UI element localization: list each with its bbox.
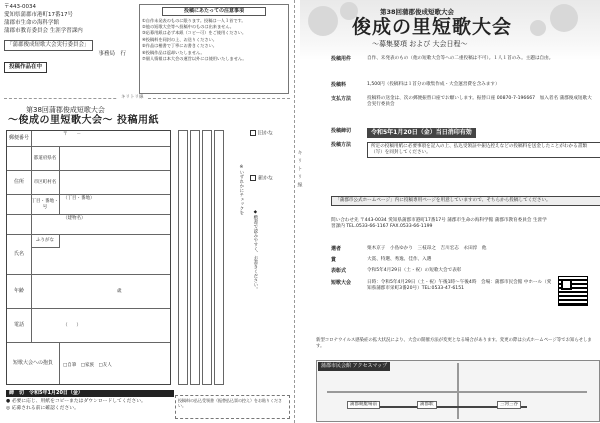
contact-info: 問い合わせ先 〒443-0034 愛知県蒲郡市港町17番17号 蒲郡市生命の海科学館 蒲郡市教育委員会 生涯学習課内 TEL.0533-66-1167 FAX.0533-66-1199 (331, 218, 547, 229)
form-row-name[interactable] (7, 235, 170, 275)
kana-hint: ※いずれかにチェックを (238, 165, 244, 215)
deadline-highlight: 令和5年1月20日（金）当日消印有効 (367, 128, 476, 138)
receipt-paste-area: 投稿料の払込受領書（振替払込票の控え）をお貼りください。 (175, 395, 290, 419)
section-event (331, 280, 593, 320)
form-subtitle: 第38回蒲郡俊成短歌大会 (26, 106, 105, 114)
note-item: ⑤作品は楷書で丁寧にお書きください。 (142, 43, 217, 49)
office-line: 蒲郡市生命の海科学館 (4, 20, 60, 27)
choice-old-label: 旧かな (258, 130, 274, 137)
section-key: 投稿用件 (331, 56, 352, 62)
right-title: 俊成の里短歌大会 (352, 16, 513, 38)
section-key: 選者 (331, 246, 342, 252)
section-awards (331, 257, 593, 267)
covid-notice: 新型コロナウイルス感染症の拡大状況により、大会の開催方法が変更となる場合があります。変更の際は公式ホームページ等でお知らせします。 (316, 338, 592, 349)
form-row-postal[interactable] (7, 131, 170, 147)
section-value: 自作、未発表のもの（他の短歌大会等への二重投稿は不可）。１人１首のみ。主題は自由。 (367, 56, 554, 61)
row-value: （ ） (63, 323, 81, 328)
row-label (7, 215, 32, 234)
section-payment (331, 96, 593, 124)
left-deadline-bar: 締 切 令和5年1月20日（金） (6, 390, 174, 397)
entry-form (6, 130, 171, 385)
note-item: ②他の短歌大会等へ投稿中のものは出来ません。 (142, 23, 234, 29)
choice-new-label: 新かな (258, 175, 274, 182)
bureau-line: 事務局 行 (98, 50, 126, 57)
section-contact (331, 218, 593, 238)
qr-code-icon[interactable] (558, 276, 588, 306)
form-row-street[interactable] (7, 195, 170, 215)
grid-column[interactable] (202, 130, 212, 385)
section-requirements (331, 56, 593, 80)
row-sublabel: への抱負 (33, 360, 54, 367)
grid-column[interactable] (214, 130, 224, 385)
kana-choice (250, 130, 273, 182)
section-key: 賞 (331, 257, 337, 263)
choice-new[interactable] (250, 175, 273, 182)
row-value: □自筆 □家族 □友人 (63, 363, 112, 368)
section-method (331, 142, 593, 192)
checklist-item: ● 必要に応じ、用紙をコピーまたはダウンロードしてください。 (6, 399, 146, 404)
row-label (7, 195, 32, 214)
choice-old[interactable] (250, 130, 273, 137)
note-item: ⑦個人情報は本大会の運営以外には使用いたしません。 (142, 56, 247, 62)
section-deadline (331, 128, 593, 138)
committee-name: 「蒲郡俊成短歌大会実行委員会」 (4, 40, 93, 51)
note-item: ①自作未発表のものに限ります。投稿は一人１首です。 (142, 17, 246, 23)
section-key: 短歌大会 (331, 280, 352, 286)
section-key: 投稿締切 (331, 128, 352, 134)
enclosed-tag: 投稿作品在中 (4, 62, 47, 73)
note-item: ④投稿料を同封の上、お送りください。 (142, 36, 217, 42)
row-value: （建物名） (63, 216, 86, 221)
download-note[interactable]: 「蒲郡市公式ホームページ」内に投稿専用ページを用意していますので、そちらから投稿してください。 (331, 196, 600, 206)
row-sublabel: 都道府県名 (31, 147, 60, 170)
checkbox-new[interactable] (250, 175, 256, 181)
grid-column[interactable] (190, 130, 200, 385)
checkbox-old[interactable] (250, 130, 256, 136)
row-label: 電話 (7, 309, 32, 342)
row-value: （丁目・番地） (63, 196, 95, 201)
left-checklist (6, 399, 146, 413)
section-value: 令和5年4月29日（土・祝）の短歌大会で表彰 (367, 268, 462, 273)
grid-column[interactable] (178, 130, 188, 385)
writing-note: ◆楷書で読みやすく、お書きください。 (252, 210, 258, 292)
note-item: ③応募用紙は必ず本紙（コピー可）をご使用ください。 (142, 30, 247, 36)
map-title: 蒲郡市民会館 アクセスマップ (318, 362, 390, 371)
section-value-wrap (367, 128, 593, 138)
form-row-city[interactable] (7, 171, 170, 195)
section-value: 大賞、特選、秀逸、佳作、入選 (367, 257, 432, 262)
postal-code: 〒443-0034 (4, 4, 36, 10)
section-value: 日時：令和5年4月29日（土・祝）午後1時〜午後4時 会場：蒲郡市民会館 中ホール（愛知県蒲郡市栄町3番20号）TEL:0533-47-6151 (367, 280, 552, 291)
section-value: 投稿料の送金は、次の郵便振替口座でお願いします。振替口座 00870-7-196667 加入者名 蒲郡俊成短歌大会実行委員会 (367, 96, 592, 107)
address-line: 愛知県蒲郡市港町17番17号 (4, 12, 73, 19)
form-row-phone[interactable] (7, 309, 170, 343)
row-sublabel: 市区町村名 (31, 171, 60, 194)
section-fee (331, 82, 593, 92)
form-row-age[interactable] (7, 275, 170, 309)
section-value: 所定の投稿用紙に必要事項を記入の上、払込受領証や振込控えなどの投稿料を送金したことがわかる書類（写）を同封してください。 (367, 142, 600, 158)
note-item: ⑥投稿作品は返却いたしません。 (142, 49, 205, 55)
checklist-item: ◎ 応募される前に確認ください。 (6, 406, 79, 412)
tanka-writing-grid[interactable] (178, 130, 244, 385)
map-station: 三河三谷 (497, 401, 521, 409)
map-station: 蒲郡競艇場前 (347, 401, 380, 409)
row-sublabel: 丁目・番地・号 (31, 195, 60, 214)
row-label: 郵便番号 (7, 131, 32, 146)
form-row-aspiration[interactable] (7, 343, 170, 384)
row-value: 歳 (117, 289, 122, 294)
submission-notes (139, 4, 289, 94)
section-value: 1,500円（投稿料は１首分の歌集作成・大会運営費を含みます） (367, 82, 500, 87)
map-station: 蒲郡駅 (417, 401, 437, 409)
form-title: 〜俊成の里短歌大会〜 投稿用紙 (8, 115, 159, 126)
cut-line-label: キリトリ線 (296, 150, 303, 190)
notes-heading: 投稿にあたっての注意事項 (162, 7, 266, 16)
section-key: 表彰式 (331, 268, 347, 274)
section-key: 投稿方法 (331, 142, 352, 148)
section-value: 栗木京子 小島ゆかり 三枝昂之 吉川宏志 永田淳 他 (367, 246, 487, 251)
right-tagline: 〜募集要項 および 大会日程〜 (372, 40, 468, 48)
form-row-building[interactable] (7, 215, 170, 235)
row-label: 住所 (7, 171, 32, 194)
row-label: 年齢 (7, 275, 32, 308)
section-key: 投稿料 (331, 82, 347, 88)
fold-line (4, 98, 290, 99)
row-sublabel: ふりがな (31, 235, 60, 248)
right-subtitle: 第38回蒲郡俊成短歌大会 (380, 8, 455, 16)
form-row-prefecture[interactable] (7, 147, 170, 171)
row-value: 〒 － (63, 132, 81, 137)
dept-line: 蒲郡市教育委員会 生涯学習課内 (4, 28, 83, 35)
mailing-address-block (4, 4, 134, 73)
row-label-text: 短歌大会 (12, 360, 33, 367)
fold-label: キリトリ線 (118, 95, 147, 101)
section-download (331, 196, 593, 214)
row-label (7, 343, 60, 384)
page-divider (294, 0, 295, 423)
row-label: 氏名 (7, 235, 32, 274)
section-judges (331, 246, 593, 256)
section-ceremony (331, 268, 593, 278)
section-key: 支払方法 (331, 96, 352, 102)
row-label (7, 147, 32, 170)
